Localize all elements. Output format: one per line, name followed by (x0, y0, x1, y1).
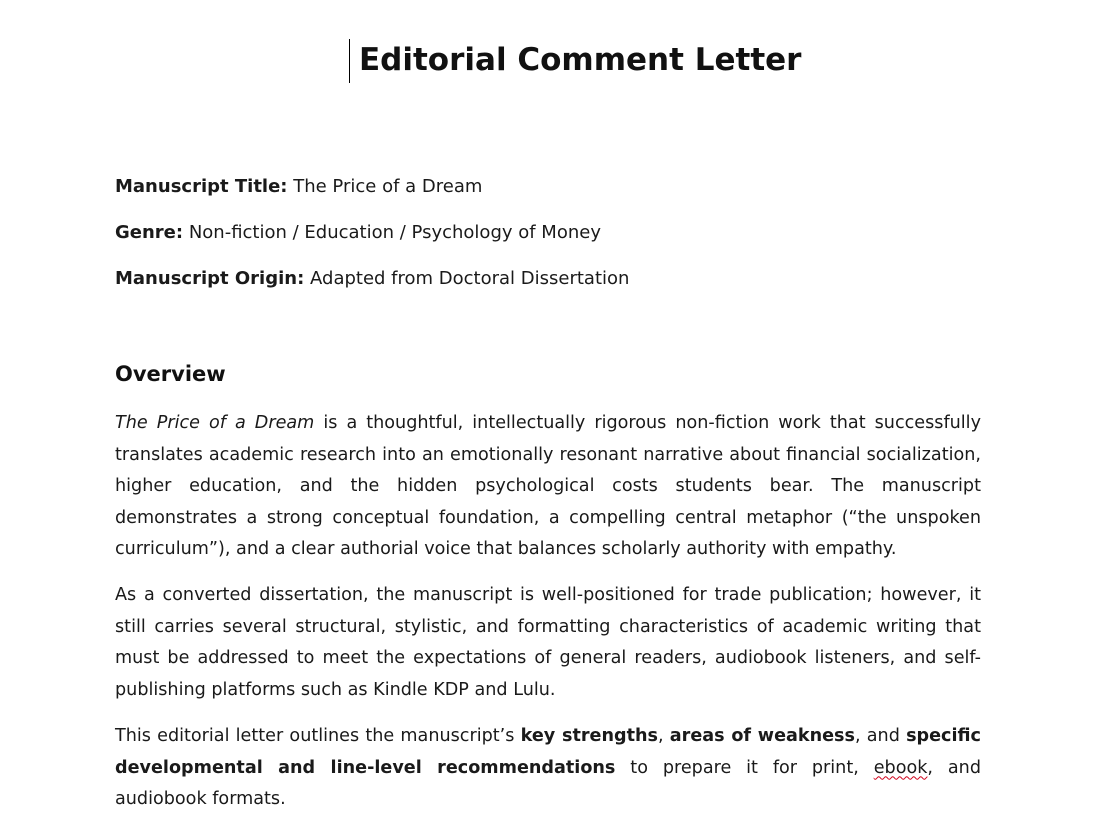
manuscript-origin-line[interactable] (115, 268, 629, 289)
paragraph-3-part-3: , and (854, 726, 907, 746)
paragraph-3-part-4: to prepare it for print, (615, 757, 874, 778)
paragraph-3-part-2: , (658, 726, 670, 746)
paragraph-3-part-1: This editorial letter outlines the manuscript’s (115, 726, 521, 746)
genre-value: Non-fiction / Education / Psychology of Money (183, 222, 601, 243)
manuscript-title-value: The Price of a Dream (287, 176, 483, 197)
manuscript-origin-value: Adapted from Doctoral Dissertation (304, 268, 630, 289)
document-title[interactable]: Editorial Comment Letter (359, 42, 802, 78)
overview-paragraph-3[interactable] (115, 721, 981, 816)
manuscript-title-label: Manuscript Title: (115, 176, 288, 197)
manuscript-origin-label: Manuscript Origin: (115, 268, 305, 289)
text-cursor (349, 39, 350, 83)
genre-label: Genre: (115, 222, 184, 243)
recommendations-bold: specific developmental and line-level recommendations (115, 726, 981, 778)
paragraph-1-text: is a thoughtful, intellectually rigorous non-fiction work that successfully translates academic research into an emotionally resonant narrative about financial socialization, higher education, and the hidden psychological costs students bear. The manuscript demonstrates a strong conceptual foundation, a compelling central metaphor (“the unspoken curriculum”), and a clear authorial voice that balances scholarly authority with empathy. (115, 413, 981, 559)
overview-paragraph-1[interactable] (115, 408, 981, 566)
overview-paragraph-2[interactable]: As a converted dissertation, the manuscript is well-positioned for trade publication; however, it still carries several structural, stylistic, and formatting characteristics of academic writing that must be addressed to meet the expectations of general readers, audiobook listeners, and self-publishing platforms such as Kindle KDP and Lulu. (115, 585, 981, 700)
book-title-italic: The Price of a Dream (115, 413, 315, 433)
genre-line[interactable] (115, 222, 601, 243)
areas-of-weakness-bold: areas of weakness (669, 726, 855, 746)
paragraph-3-part-5: , and audiobook formats. (115, 757, 981, 809)
manuscript-title-line[interactable] (115, 176, 482, 197)
overview-heading[interactable]: Overview (115, 362, 226, 386)
key-strengths-bold: key strengths (520, 726, 658, 746)
spellcheck-flagged-word[interactable]: ebook (873, 757, 928, 778)
